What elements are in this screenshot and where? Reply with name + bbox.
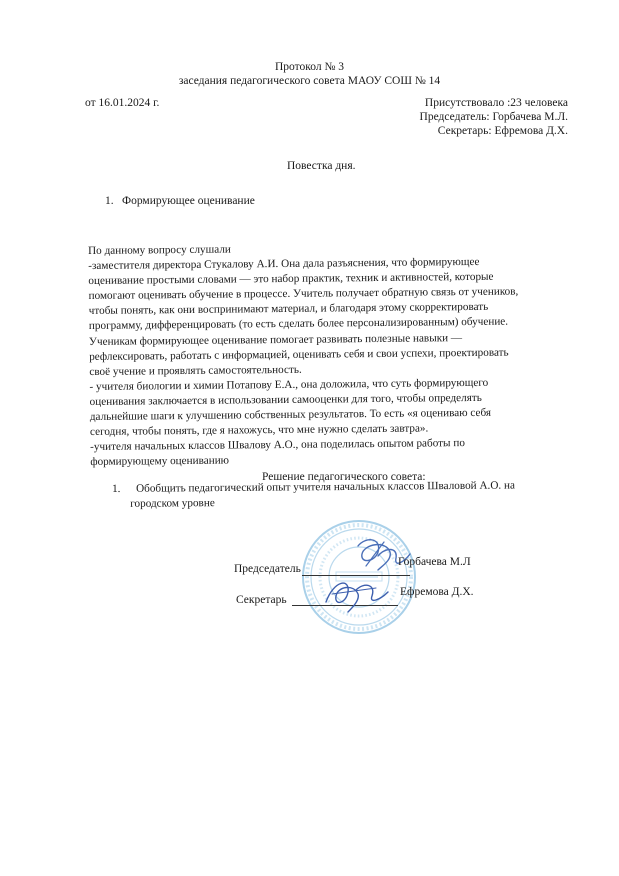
body-line: По данному вопросу слушали <box>88 243 231 257</box>
secretary-label: Секретарь <box>236 594 287 606</box>
chairman-label: Председатель <box>234 563 301 575</box>
agenda-item-text: Формирующее оценивание <box>122 195 255 207</box>
header-secretary: Секретарь: Ефремова Д.Х. <box>437 125 568 137</box>
body-line: -заместителя директора Стукалову А.И. Она дала разъяснения, что формирующее <box>88 255 480 273</box>
body-line: -учителя начальных классов Швалову А.О., она поделилась опытом работы по <box>90 437 465 454</box>
header-chairman: Председатель: Горбачева М.Л. <box>419 111 568 123</box>
protocol-title: Протокол № 3 <box>274 61 345 73</box>
body-line: чтобы понять, как они воспринимают материал, и благодаря этому скорректировать <box>88 301 489 318</box>
chairman-name: Горбачева М.Л <box>398 556 471 568</box>
body-line: Ученикам формирующее оценивание помогает развивать полезные навыки — <box>88 331 463 348</box>
body-line: оценивания заключается в использовании самооценки для того, чтобы определять <box>89 391 482 408</box>
body-line: помогают оценивать обучение в процессе. Учитель получает обратную связь от учеников, <box>88 285 519 303</box>
decision-list <box>112 478 572 512</box>
protocol-subtitle: заседания педагогического совета МАОУ СОШ № 14 <box>178 75 441 87</box>
decision-heading: Решение педагогического совета: <box>262 471 426 483</box>
decision-item-number: 1. <box>112 482 121 495</box>
secretary-signature-icon <box>314 572 394 616</box>
discussion-body <box>88 239 590 471</box>
decision-item-line: Обобщить педагогический опыт учителя начальных классов Шваловой А.О. на <box>135 479 516 495</box>
secretary-name: Ефремова Д.Х. <box>400 586 474 598</box>
body-line: рефлексировать, работать с информацией, оценивать себя и свои успехи, проектировать <box>89 346 509 363</box>
body-line: дальнейшие шаги к улучшению собственных результатов. То есть «я оцениваю себя <box>89 406 492 424</box>
body-line: программу, дифференцировать (то есть сделать более персонализированным) обучение. <box>88 316 509 333</box>
body-line: оценивание простыми словами — это набор практик, техник и активностей, которые <box>88 270 494 288</box>
agenda-item-number: 1. <box>105 195 114 207</box>
body-line: своё учение и проявлять самостоятельность. <box>89 363 302 378</box>
agenda-heading: Повестка дня. <box>287 160 356 172</box>
protocol-date: от 16.01.2024 г. <box>85 97 160 109</box>
attendance-count: Присутствовало :23 человека <box>424 97 568 109</box>
body-line: - учителя биологии и химии Потапову Е.А., она доложила, что суть формирующего <box>89 376 489 393</box>
body-line: формирующему оцениванию <box>90 454 230 469</box>
body-line: сегодня, чтобы понять, где я нахожусь, что мне нужно сделать завтра». <box>89 422 429 439</box>
decision-item-continuation: городском уровне <box>130 497 215 510</box>
